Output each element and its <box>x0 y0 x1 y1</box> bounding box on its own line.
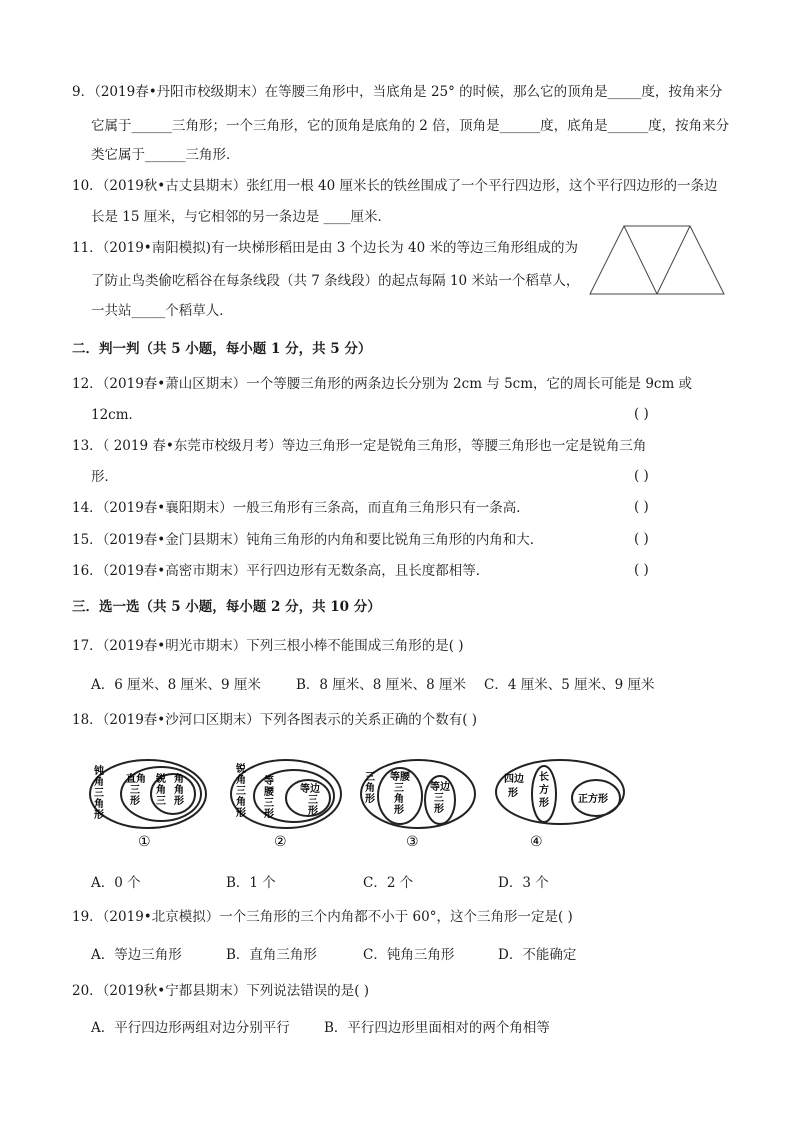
fig2-outer-label: 锐角三角形 <box>236 764 246 819</box>
q16-line: 16．（2019春•高密市期末）平行四边形有无数条高，且长度都相等． <box>72 563 490 579</box>
q17-option-a[interactable]: A．6 厘米、8 厘米、9 厘米 <box>91 677 261 693</box>
q11-line1: 11．（2019•南阳模拟)有一块梯形稻田是由 3 个边长为 40 米的等边三角形组成的为 <box>72 240 578 256</box>
fig3-left-label: 三角形 <box>365 772 375 805</box>
q18-option-d[interactable]: D．3 个 <box>498 875 549 891</box>
fig1-outer-label: 钝角三角形 <box>94 766 104 821</box>
q20-option-b[interactable]: B．平行四边形里面相对的两个角相等 <box>324 1020 550 1036</box>
q20-stem: 20．（2019秋•宁都县期末）下列说法错误的是( ) <box>72 983 370 999</box>
fig1-mid-label: 直角三形 <box>126 774 146 807</box>
trapezoid-inner-line-2 <box>657 226 690 294</box>
q16-answer-paren[interactable]: ( ) <box>634 562 649 578</box>
q11-line3: 一共站_____个稻草人． <box>91 303 233 319</box>
fig2-inner-label: 等边三形 <box>300 784 320 817</box>
q18-option-b[interactable]: B．1 个 <box>226 875 276 891</box>
fig4-number: ④ <box>530 834 543 850</box>
q17-stem: 17．（2019春•明光市期末）下列三根小棒不能围成三角形的是( ) <box>72 638 464 654</box>
fig1-inner-label-2: 角角形 <box>174 774 184 807</box>
q14-line: 14．（2019春•襄阳期末）一般三角形有三条高，而直角三角形只有一条高． <box>72 500 530 516</box>
q10-line1: 10．（2019秋•古丈县期末）张红用一根 40 厘米长的铁丝围成了一个平行四边形，这个平行四边形的一条边 <box>72 178 718 194</box>
venn-figure-2 <box>228 756 348 851</box>
q18-stem: 18．（2019春•沙河口区期末）下列各图表示的关系正确的个数有( ) <box>72 712 478 728</box>
fig3-mid-label: 等腰三角形 <box>390 772 410 816</box>
section-2-heading: 二．判一判（共 5 小题，每小题 1 分，共 5 分） <box>72 341 372 357</box>
q12-line1: 12．（2019春•萧山区期末）一个等腰三角形的两条边长分别为 2cm 与 5cm，它的周长可能是 9cm 或 <box>72 376 693 392</box>
q18-option-a[interactable]: A．0 个 <box>91 875 141 891</box>
q19-option-d[interactable]: D．不能确定 <box>498 947 577 963</box>
q17-option-b[interactable]: B．8 厘米、8 厘米、8 厘米 <box>296 677 467 693</box>
q13-line1: 13．（ 2019 春•东莞市校级月考）等边三角形一定是锐角三角形，等腰三角形也一定是锐角三角 <box>72 438 647 454</box>
trapezoid-inner-line-1 <box>624 226 657 294</box>
q17-option-c[interactable]: C．4 厘米、5 厘米、9 厘米 <box>484 677 655 693</box>
q9-line2: 它属于______三角形；一个三角形，它的顶角是底角的 2 倍，顶角是______度，底角是______度，按角来分 <box>91 118 730 134</box>
q19-option-c[interactable]: C．钝角三角形 <box>363 947 455 963</box>
section-3-heading: 三．选一选（共 5 小题，每小题 2 分，共 10 分） <box>72 599 381 615</box>
fig4-left-label: 四边形 <box>504 774 524 799</box>
q15-answer-paren[interactable]: ( ) <box>634 531 649 547</box>
venn-figure-1 <box>86 756 211 851</box>
trapezoid-figure <box>588 222 728 298</box>
q13-line2: 形． <box>91 469 118 485</box>
fig2-number: ② <box>274 834 287 850</box>
q18-option-c[interactable]: C．2 个 <box>363 875 414 891</box>
q19-stem: 19．（2019•北京模拟）一个三角形的三个内角都不小于 60°，这个三角形一定是( ) <box>72 909 573 925</box>
q14-answer-paren[interactable]: ( ) <box>634 499 649 515</box>
fig1-number: ① <box>138 834 151 850</box>
venn-figure-3 <box>358 756 480 851</box>
fig3-right-label: 等边三形 <box>430 782 450 815</box>
q12-answer-paren[interactable]: ( ) <box>634 406 649 422</box>
fig4-right-label: 正方形 <box>578 794 608 805</box>
q15-line: 15．（2019春•金门县期末）钝角三角形的内角和要比锐角三角形的内角和大． <box>72 532 544 548</box>
q9-line3: 类它属于______三角形． <box>91 147 240 163</box>
q13-answer-paren[interactable]: ( ) <box>634 468 649 484</box>
q10-line2: 长是 15 厘米，与它相邻的另一条边是 ____厘米． <box>91 209 392 225</box>
fig2-mid-label: 等腰三形 <box>264 776 274 820</box>
q20-option-a[interactable]: A．平行四边形两组对边分别平行 <box>91 1020 290 1036</box>
q9-line1: 9．（2019春•丹阳市校级期末）在等腰三角形中，当底角是 25° 的时候，那么它的顶角是_____度，按角来分 <box>72 84 723 100</box>
fig1-inner-label: 锐角三 <box>156 774 166 807</box>
q19-option-a[interactable]: A．等边三角形 <box>91 947 182 963</box>
fig3-number: ③ <box>406 834 419 850</box>
fig4-mid-label: 长方形 <box>539 772 549 809</box>
q12-line2: 12cm． <box>91 407 143 423</box>
q19-option-b[interactable]: B．直角三角形 <box>226 947 317 963</box>
venn-figure-4 <box>492 756 632 851</box>
q11-line2: 了防止鸟类偷吃稻谷在每条线段（共 7 条线段）的起点每隔 10 米站一个稻草人， <box>91 273 580 289</box>
